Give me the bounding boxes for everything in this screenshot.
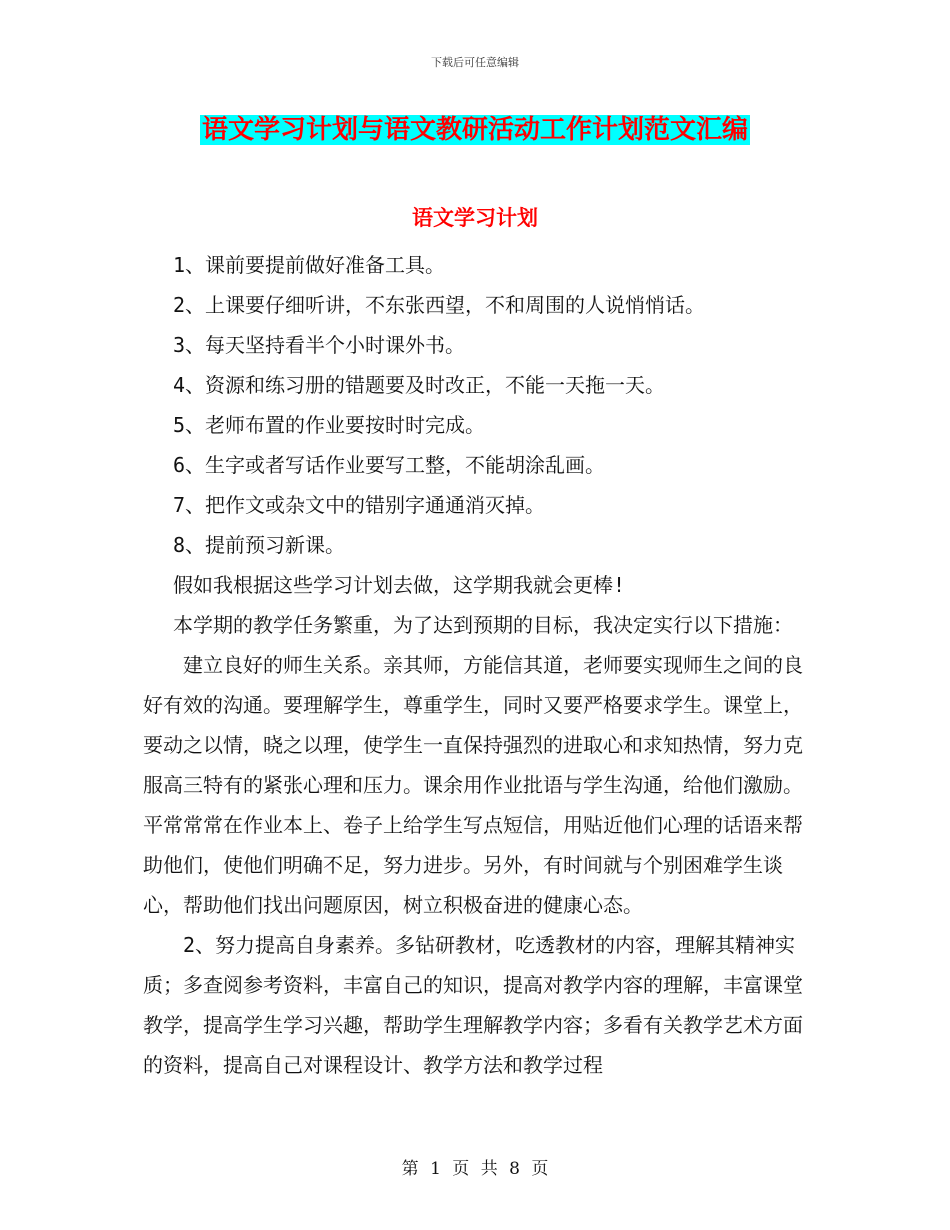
list-item-8: 8、提前预习新课。 [173, 533, 346, 557]
list-item-7: 7、把作文或杂文中的错别字通通消灭掉。 [173, 493, 546, 517]
list-item-6: 6、生字或者写话作业要写工整，不能胡涂乱画。 [173, 453, 606, 477]
list-item-2: 2、上课要仔细听讲，不东张西望，不和周围的人说悄悄话。 [173, 293, 706, 317]
document-body [143, 245, 803, 1085]
page-number: 第 1 页 共 8 页 [401, 1159, 549, 1179]
section-title: 语文学习计划 [412, 205, 538, 230]
list-item-4: 4、资源和练习册的错题要及时改正，不能一天拖一天。 [173, 373, 666, 397]
list-item-3: 3、每天坚持看半个小时课外书。 [173, 333, 466, 357]
list-item-1: 1、课前要提前做好准备工具。 [173, 253, 446, 277]
document-title [0, 112, 950, 148]
page-header-note: 下载后可任意编辑 [431, 56, 519, 69]
paragraph-conclusion: 假如我根据这些学习计划去做，这学期我就会更棒! [173, 573, 626, 597]
list-item-5: 5、老师布置的作业要按时时完成。 [173, 413, 486, 437]
paragraph-teacher-student-relationship: 建立良好的师生关系。亲其师，方能信其道，老师要实现师生之间的良好有效的沟通。要理解学生，尊重学生，同时又要严格要求学生。课堂上，要动之以情，晓之以理，使学生一直保持强烈的进取心和求知热情，努力克服高三特有的紧张心理和压力。课余用作业批语与学生沟通，给他们激励。平常常常在作业本上、卷子上给学生写点短信，用贴近他们心理的话语来帮助他们，使他们明确不足，努力进步。另外，有时间就与个别困难学生谈心，帮助他们找出问题原因，树立积极奋进的健康心态。 [143, 653, 803, 917]
paragraph-measures-intro: 本学期的教学任务繁重，为了达到预期的目标，我决定实行以下措施： [173, 613, 793, 637]
paragraph-self-improvement: 2、努力提高自身素养。多钻研教材，吃透教材的内容，理解其精神实质；多查阅参考资料，丰富自己的知识，提高对教学内容的理解，丰富课堂教学，提高学生学习兴趣，帮助学生理解教学内容；多看有关教学艺术方面的资料，提高自己对课程设计、教学方法和教学过程 [143, 933, 803, 1077]
document-title-text: 语文学习计划与语文教研活动工作计划范文汇编 [201, 115, 748, 145]
